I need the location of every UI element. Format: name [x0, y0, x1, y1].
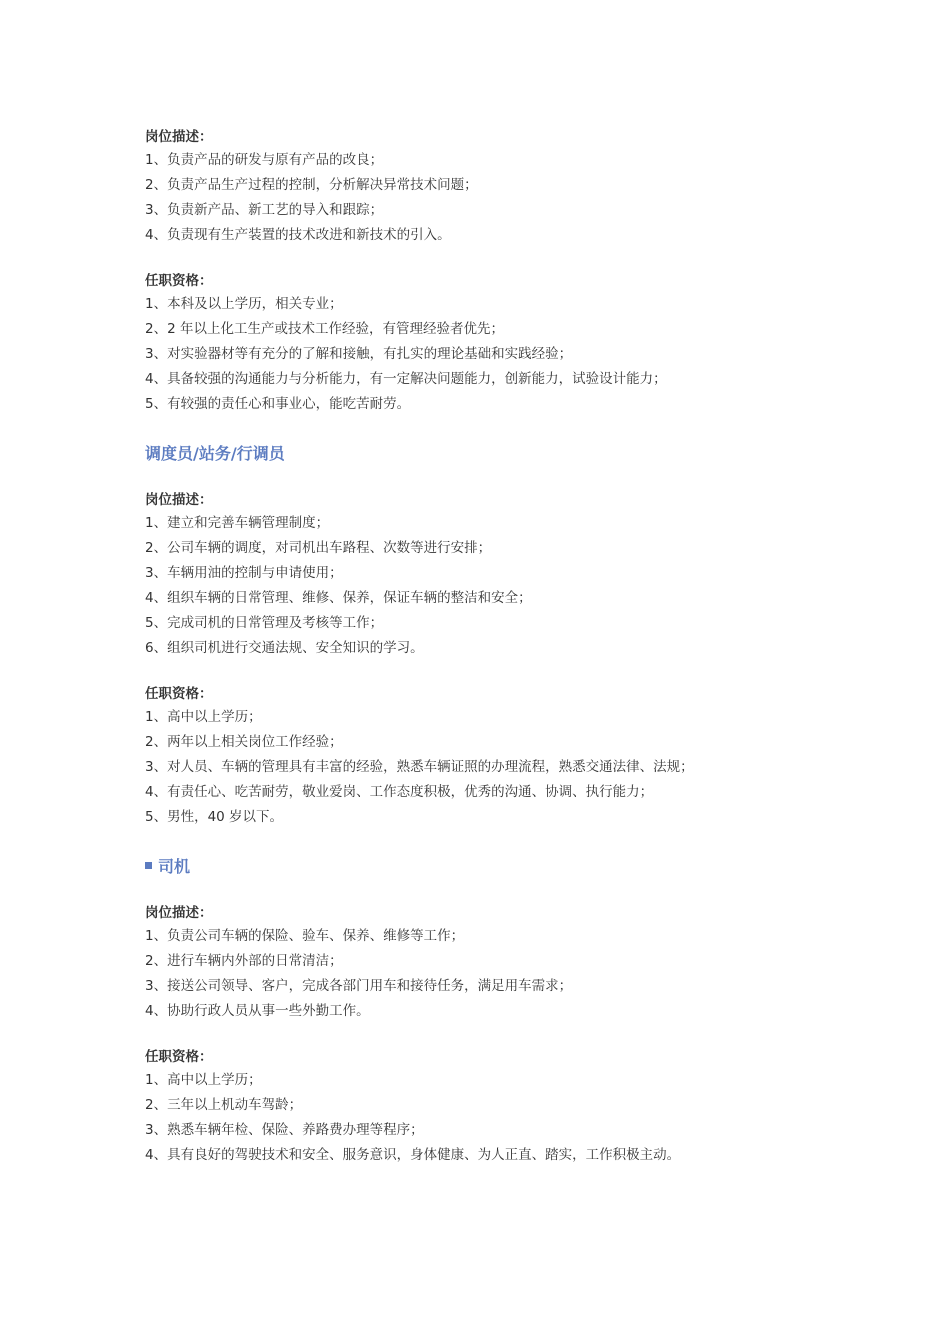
section-title-driver: [145, 854, 845, 880]
req-line: 4、具备较强的沟通能力与分析能力，有一定解决问题能力，创新能力，试验设计能力；: [145, 371, 667, 387]
job-block-1: [145, 126, 845, 417]
req-line: 1、本科及以上学历，相关专业；: [145, 296, 343, 312]
req-line: 4、有责任心、吃苦耐劳，敬业爱岗、工作态度积极，优秀的沟通、协调、执行能力；: [145, 784, 654, 800]
req-line: 5、男性，40 岁以下。: [145, 809, 284, 825]
desc-line: 3、接送公司领导、客户，完成各部门用车和接待任务，满足用车需求；: [145, 978, 573, 994]
req-line: 4、具有良好的驾驶技术和安全、服务意识，身体健康、为人正直、踏实，工作积极主动。: [145, 1147, 681, 1163]
desc-label: 岗位描述：: [145, 129, 213, 145]
desc-line: 1、建立和完善车辆管理制度；: [145, 515, 330, 531]
desc-line: 3、负责新产品、新工艺的导入和跟踪；: [145, 202, 384, 218]
section-title-dispatcher: 调度员/站务/行调员: [145, 444, 285, 463]
req-line: 1、高中以上学历；: [145, 709, 262, 725]
req-label: 任职资格：: [145, 686, 213, 702]
desc-line: 4、负责现有生产装置的技术改进和新技术的引入。: [145, 227, 451, 243]
req-label: 任职资格：: [145, 1049, 213, 1065]
req-line: 3、对人员、车辆的管理具有丰富的经验，熟悉车辆证照的办理流程，熟悉交通法律、法规；: [145, 759, 694, 775]
req-line: 2、两年以上相关岗位工作经验；: [145, 734, 343, 750]
desc-line: 3、车辆用油的控制与申请使用；: [145, 565, 343, 581]
req-line: 3、对实验器材等有充分的了解和接触，有扎实的理论基础和实践经验；: [145, 346, 573, 362]
desc-line: 1、负责产品的研发与原有产品的改良；: [145, 152, 384, 168]
req-line: 3、熟悉车辆年检、保险、养路费办理等程序；: [145, 1122, 424, 1138]
desc-line: 2、进行车辆内外部的日常清洁；: [145, 953, 343, 969]
job-block-3: [145, 854, 845, 1168]
desc-line: 1、负责公司车辆的保险、验车、保养、维修等工作；: [145, 928, 465, 944]
desc-line: 2、公司车辆的调度，对司机出车路程、次数等进行安排；: [145, 540, 492, 556]
req-line: 2、三年以上机动车驾龄；: [145, 1097, 303, 1113]
req-label: 任职资格：: [145, 273, 213, 289]
desc-label: 岗位描述：: [145, 905, 213, 921]
desc-line: 4、组织车辆的日常管理、维修、保养，保证车辆的整洁和安全；: [145, 590, 532, 606]
square-bullet-icon: [145, 862, 152, 869]
document-page: [145, 126, 845, 1168]
desc-line: 5、完成司机的日常管理及考核等工作；: [145, 615, 384, 631]
job-block-2: [145, 441, 845, 830]
section-title-text: 司机: [158, 857, 191, 876]
desc-line: 6、组织司机进行交通法规、安全知识的学习。: [145, 640, 424, 656]
desc-line: 4、协助行政人员从事一些外勤工作。: [145, 1003, 370, 1019]
req-line: 1、高中以上学历；: [145, 1072, 262, 1088]
desc-label: 岗位描述：: [145, 492, 213, 508]
req-line: 5、有较强的责任心和事业心，能吃苦耐劳。: [145, 396, 411, 412]
desc-line: 2、负责产品生产过程的控制，分析解决异常技术问题；: [145, 177, 478, 193]
req-line: 2、2 年以上化工生产或技术工作经验，有管理经验者优先；: [145, 321, 504, 337]
